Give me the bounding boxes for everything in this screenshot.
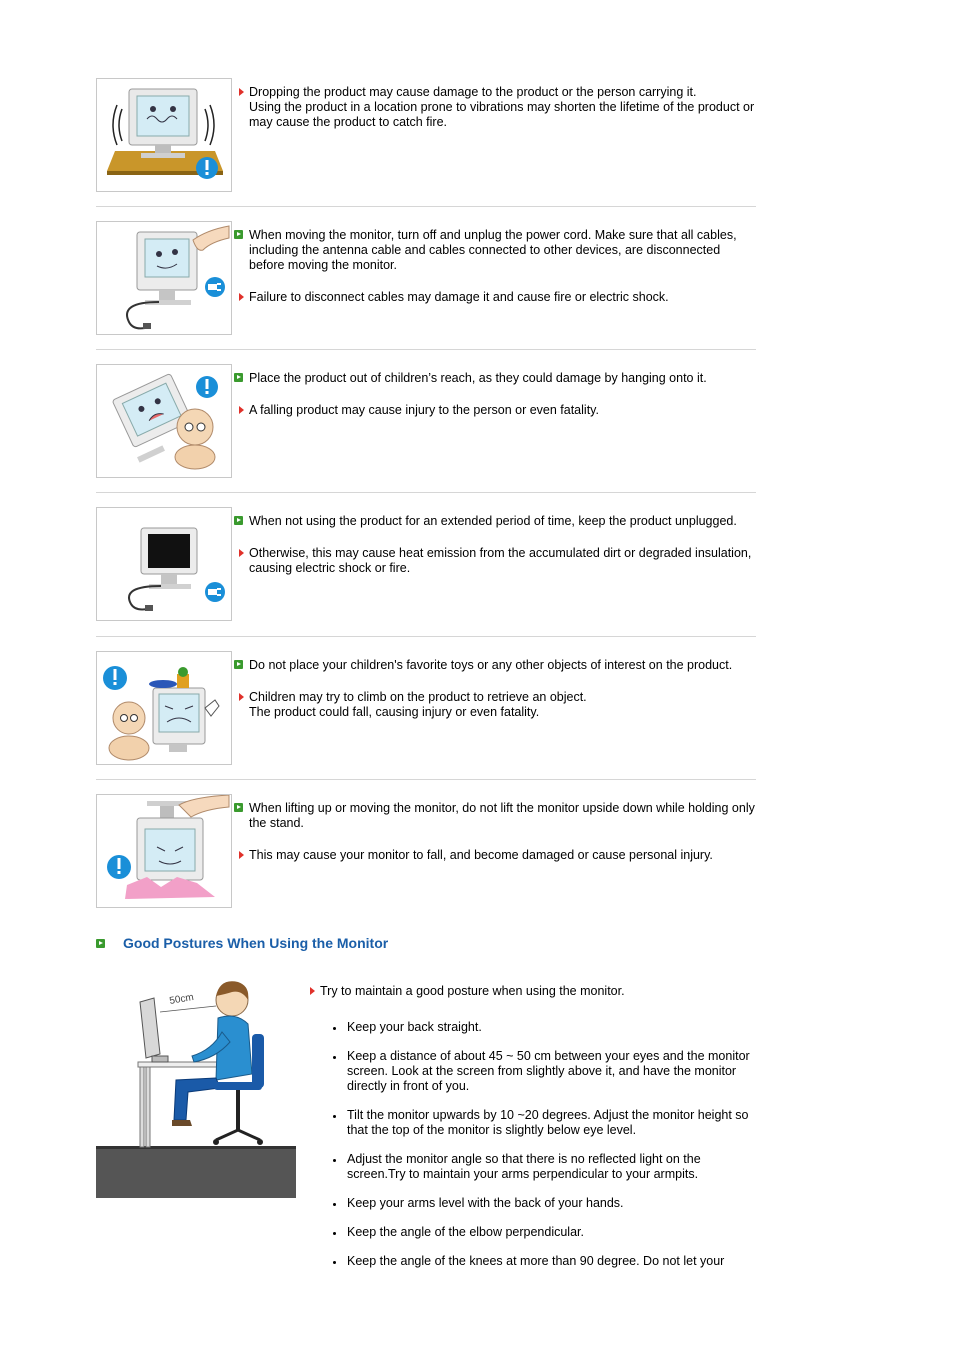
- bullet-dot-icon: [333, 1056, 336, 1059]
- sub-note-text: Dropping the product may cause damage to the product or the person carrying it.: [249, 85, 697, 99]
- main-instruction: [234, 228, 756, 273]
- sub-note: [234, 848, 756, 863]
- green-bullet-icon: [96, 939, 105, 948]
- sub-note-text: This may cause your monitor to fall, and become damaged or cause personal injury.: [249, 848, 713, 862]
- list-item-text: Keep your back straight.: [347, 1020, 482, 1034]
- main-instruction: [234, 371, 756, 386]
- green-bullet-icon: [234, 803, 243, 812]
- divider: [96, 636, 756, 637]
- posture-tips-list: [330, 1020, 750, 1283]
- red-arrow-icon: [239, 851, 244, 859]
- green-bullet-icon: [234, 660, 243, 669]
- sub-note: [234, 290, 756, 305]
- section-text: [234, 514, 756, 576]
- main-instruction-text: Do not place your children's favorite toys or any other objects of interest on the product.: [249, 658, 733, 672]
- green-bullet-icon: [234, 230, 243, 239]
- sub-note: [234, 403, 756, 418]
- list-item-text: Keep a distance of about 45 ~ 50 cm between your eyes and the monitor screen. Look at the screen from slightly above it, and have the monitor directly in front of you.: [347, 1049, 750, 1093]
- main-instruction: [234, 514, 756, 529]
- sub-note: [234, 85, 756, 130]
- main-instruction-text: When moving the monitor, turn off and unplug the power cord. Make sure that all cables, including the antenna cable and cables connected to other devices, are disconnected before moving the monitor.: [249, 228, 737, 272]
- list-item-text: Tilt the monitor upwards by 10 ~20 degrees. Adjust the monitor height so that the top of the monitor is slightly below eye level.: [347, 1108, 749, 1137]
- list-item: [330, 1254, 750, 1269]
- divider: [96, 349, 756, 350]
- unplugged-monitor-illustration: [96, 507, 232, 621]
- section-text: [234, 658, 756, 720]
- sub-note-text: The product could fall, causing injury or even fatality.: [249, 705, 540, 719]
- bullet-dot-icon: [333, 1027, 336, 1030]
- red-arrow-icon: [239, 693, 244, 701]
- sub-note: [234, 690, 756, 720]
- divider: [96, 206, 756, 207]
- section-text: [234, 85, 756, 130]
- section-heading-text: Good Postures When Using the Monitor: [123, 935, 389, 951]
- list-item-text: Adjust the monitor angle so that there is no reflected light on the screen.Try to maintain your arms perpendicular to your armpits.: [347, 1152, 701, 1181]
- bullet-dot-icon: [333, 1261, 336, 1264]
- sub-note-text: Using the product in a location prone to vibrations may shorten the lifetime of the product or may cause the product to catch fire.: [249, 100, 755, 129]
- list-item-text: Keep the angle of the elbow perpendicular.: [347, 1225, 584, 1239]
- main-instruction: [234, 801, 756, 831]
- list-item: [330, 1049, 750, 1094]
- red-arrow-icon: [239, 88, 244, 96]
- red-arrow-icon: [310, 987, 315, 995]
- good-posture-illustration: [96, 980, 296, 1198]
- divider: [96, 779, 756, 780]
- red-arrow-icon: [239, 406, 244, 414]
- sub-note-text: A falling product may cause injury to the person or even fatality.: [249, 403, 599, 417]
- list-item-text: Keep the angle of the knees at more than 90 degree. Do not let your: [347, 1254, 725, 1268]
- bullet-dot-icon: [333, 1159, 336, 1162]
- main-instruction-text: When lifting up or moving the monitor, do not lift the monitor upside down while holding only the stand.: [249, 801, 755, 830]
- main-instruction: [234, 658, 756, 673]
- section-text: [234, 371, 756, 418]
- divider: [96, 492, 756, 493]
- distance-label: 50cm: [168, 991, 195, 1007]
- unplug-monitor-illustration: [96, 221, 232, 335]
- bullet-dot-icon: [333, 1115, 336, 1118]
- list-item: [330, 1196, 750, 1211]
- sub-note-text: Otherwise, this may cause heat emission from the accumulated dirt or degraded insulation, causing electric shock or fire.: [249, 546, 752, 575]
- section-text: [234, 801, 756, 863]
- list-item: [330, 1225, 750, 1240]
- list-item: [330, 1020, 750, 1035]
- sub-note-text: Children may try to climb on the product to retrieve an object.: [249, 690, 587, 704]
- list-item: [330, 1152, 750, 1182]
- main-instruction-text: When not using the product for an extended period of time, keep the product unplugged.: [249, 514, 737, 528]
- main-instruction-text: Place the product out of children’s reach, as they could damage by hanging onto it.: [249, 371, 707, 385]
- bullet-dot-icon: [333, 1203, 336, 1206]
- sub-note-text: Failure to disconnect cables may damage it and cause fire or electric shock.: [249, 290, 669, 304]
- posture-intro: [310, 984, 625, 999]
- green-bullet-icon: [234, 516, 243, 525]
- list-item-text: Keep your arms level with the back of your hands.: [347, 1196, 624, 1210]
- list-item: [330, 1108, 750, 1138]
- green-bullet-icon: [234, 373, 243, 382]
- section-text: [234, 228, 756, 305]
- child-hanging-monitor-illustration: [96, 364, 232, 478]
- lifting-monitor-upside-down-illustration: [96, 794, 232, 908]
- bullet-dot-icon: [333, 1232, 336, 1235]
- posture-intro-text: Try to maintain a good posture when using the monitor.: [320, 984, 625, 998]
- toys-on-monitor-illustration: [96, 651, 232, 765]
- vibrating-monitor-illustration: [96, 78, 232, 192]
- red-arrow-icon: [239, 293, 244, 301]
- red-arrow-icon: [239, 549, 244, 557]
- sub-note: [234, 546, 756, 576]
